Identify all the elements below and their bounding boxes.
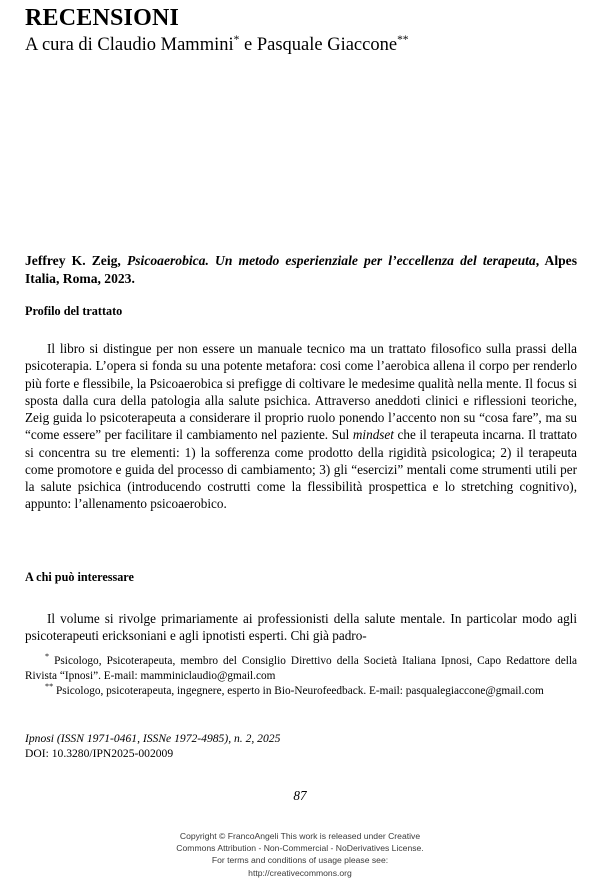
section-heading-profilo: Profilo del trattato: [25, 304, 123, 319]
book-author: Jeffrey K. Zeig,: [25, 252, 127, 268]
masthead: [25, 6, 577, 56]
paragraph-text-part2: che il terapeuta incarna. Il trattato si concentra su tre elementi: 1) la sofferenza come prodotto della rigidità psicologica; 2) il terapeuta come promotore e guida del processo di cambiamento; 3) gli “esercizi” mentali come strumenti utili per la salute psichica (introducendo costrutti come la flessibilità prospettica e lo stretching cognitivo), appunto: l’allenamento psicoaerobico.: [25, 427, 578, 512]
section-heading-a-chi-puo-interessare: A chi può interessare: [25, 570, 134, 585]
editors-middle: e Pasquale Giaccone: [239, 34, 398, 55]
copyright-line-3: For terms and conditions of usage please see:: [211, 855, 389, 866]
section-paragraph-profilo: [25, 340, 577, 512]
editors-byline: [25, 35, 577, 56]
paragraph-text-part1: Il libro si distingue per non essere un manuale tecnico ma un trattato filosofico sulla prassi della psicoterapia. L’opera si fonda su una potente metafora: cosi come l’aerobica allena il corpo per renderlo più forte e flessibile, la Psicoaerobica si prefigge di coltivare le medesime qualità nella mente. Il focus si sposta dalla cura della patologia alla salute psichica. Attraverso aneddoti clinici e riflessioni teoriche, Zeig guida lo psicoterapeuta a considerare il proprio ruolo ponendo l’accento non su “cosa fare”, ma su “come essere” per facilitare il cambiamento nel paziente. Sul: [25, 341, 577, 443]
editor2-footnote-mark: **: [397, 33, 409, 46]
footnote-item: [25, 681, 577, 699]
footnote-item: [25, 654, 577, 684]
footnote-mark: *: [45, 652, 50, 662]
editors-prefix: A cura di Claudio Mammini: [25, 34, 234, 55]
copyright-line-2: Commons Attribution - Non-Commercial - NoDerivatives License.: [176, 843, 424, 854]
footnote-mark: **: [45, 681, 54, 691]
journal-issn-line: Ipnosi (ISSN 1971-0461, ISSNe 1972-4985), n. 2, 2025: [25, 732, 281, 745]
copyright-footer: [0, 830, 600, 879]
editor1-footnote-mark: *: [233, 33, 240, 46]
doi-line[interactable]: DOI: 10.3280/IPN2025-002009: [25, 747, 174, 761]
footnotes-block: [25, 654, 577, 698]
page-title: RECENSIONI: [25, 5, 180, 31]
footnote-text: Psicologo, Psicoterapeuta, membro del Consiglio Direttivo della Società Italiana Ipnosi, Capo Redattore della Rivista “Ipnosi”. E-mail: mamminiclaudio@gmail.com: [25, 655, 577, 682]
copyright-line-1: Copyright © FrancoAngeli This work is released under Creative: [179, 831, 421, 841]
book-title: Psicoaerobica. Un metodo esperienziale per l’eccellenza del terapeuta: [126, 252, 536, 268]
journal-citation-block: [25, 731, 577, 762]
footnote-text: Psicologo, psicoterapeuta, ingegnere, esperto in Bio-Neurofeedback. E-mail: pasqualegiaccone@gmail.com: [53, 684, 544, 697]
book-reference: [25, 252, 577, 288]
book-publication-info: , Alpes Italia, Roma, 2023.: [25, 252, 577, 286]
creative-commons-url[interactable]: http://creativecommons.org: [248, 867, 352, 878]
paragraph-emphasis-mindset: mindset: [352, 427, 394, 443]
page-number: 87: [293, 788, 307, 803]
section-paragraph-a-chi-puo-interessare: Il volume si rivolge primariamente ai professionisti della salute mentale. In particolar modo agli psicoterapeuti ericksoniani e agli ipnotisti esperti. Chi già padro-: [25, 611, 577, 644]
